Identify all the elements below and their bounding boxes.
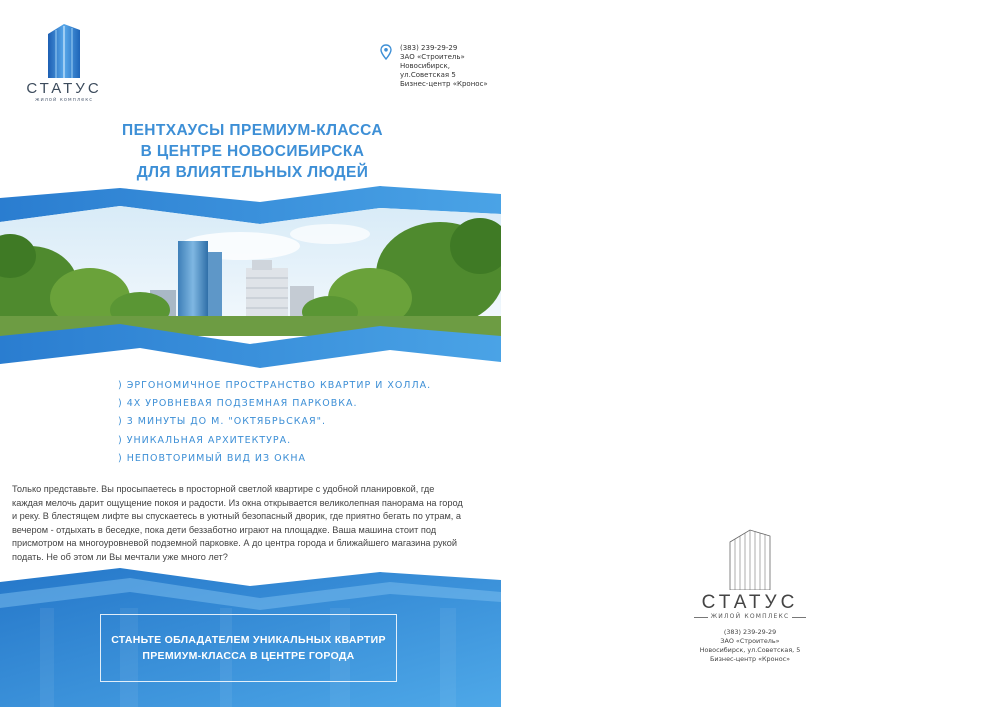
- feature-item: ) УНИКАЛЬНАЯ АРХИТЕКТУРА.: [118, 434, 292, 446]
- brand-name: СТАТУС: [26, 80, 102, 97]
- feature-item: ) 4Х УРОВНЕВАЯ ПОДЗЕМНАЯ ПАРКОВКА.: [118, 398, 358, 410]
- building-logo-icon: [42, 22, 86, 78]
- feature-item: ) 3 МИНУТЫ ДО М. "ОКТЯБРЬСКАЯ".: [118, 416, 327, 428]
- cta-box: [100, 614, 397, 682]
- description-paragraph: Только представьте. Вы просыпаетесь в просторной светлой квартире с удобной планировкой, где каждая мелочь дарит ощущение покоя и радости. Из окна открывается великолепная панорама на город и реку. В блестящем лифте вы спускаетесь в уютный безопасный дворик, где приятно бегать по утрам, а вечером - отдыхать в беседке, пока дети беззаботно играют на площадке. Ваша машина стоит под присмотром на многоуровневой подземной парковке. А до центра города и ближайшего магазина рукой подать. Не об этом ли Вы мечтали уже много лет?: [12, 484, 463, 562]
- brand-logo: [22, 22, 106, 112]
- feature-item: ) НЕПОВТОРИМЫЙ ВИД ИЗ ОКНА: [118, 452, 306, 464]
- back-contact-center: Бизнес-центр «Кронос»: [709, 655, 791, 663]
- tower-building: [178, 241, 208, 319]
- cta-line-2: ПРЕМИУМ-КЛАССА В ЦЕНТРЕ ГОРОДА: [142, 650, 355, 662]
- feature-list: [118, 377, 431, 468]
- back-brand-subtitle: ЖИЛОЙ КОМПЛЕКС: [690, 613, 810, 620]
- contact-block: [384, 44, 501, 89]
- headline-line-1: ПЕНТХАУСЫ ПРЕМИУМ-КЛАССА: [122, 122, 383, 139]
- location-pin-icon: [380, 44, 392, 60]
- back-brand-logo: [690, 528, 810, 664]
- contact-company: ЗАО «Строитель»: [400, 53, 465, 61]
- headline-line-2: В ЦЕНТРЕ НОВОСИБИРСКА: [140, 143, 365, 160]
- contact-phone: (383) 239-29-29: [400, 44, 458, 52]
- feature-item: ) ЭРГОНОМИЧНОЕ ПРОСТРАНСТВО КВАРТИР И ХОЛЛА.: [118, 380, 432, 391]
- headline-line-3: ДЛЯ ВЛИЯТЕЛЬНЫХ ЛЮДЕЙ: [136, 164, 369, 181]
- brand-subtitle: жилой комплекс: [34, 97, 93, 103]
- city-banner: [0, 186, 501, 386]
- contact-address: Новосибирск, ул.Советская 5: [400, 62, 456, 79]
- back-contact-phone: (383) 239-29-29: [723, 628, 777, 636]
- back-contact-address: Новосибирск, ул.Советская, 5: [699, 646, 801, 654]
- back-contact-block: [690, 628, 810, 664]
- building-outline-icon: [720, 528, 780, 590]
- back-contact-company: ЗАО «Строитель»: [720, 637, 780, 645]
- headline: [80, 120, 425, 183]
- back-brand-name: СТАТУС: [701, 592, 799, 613]
- white-building: [246, 268, 288, 320]
- contact-center: Бизнес-центр «Кронос»: [400, 80, 488, 88]
- cta-line-1: СТАНЬТЕ ОБЛАДАТЕЛЕМ УНИКАЛЬНЫХ КВАРТИР: [111, 634, 386, 646]
